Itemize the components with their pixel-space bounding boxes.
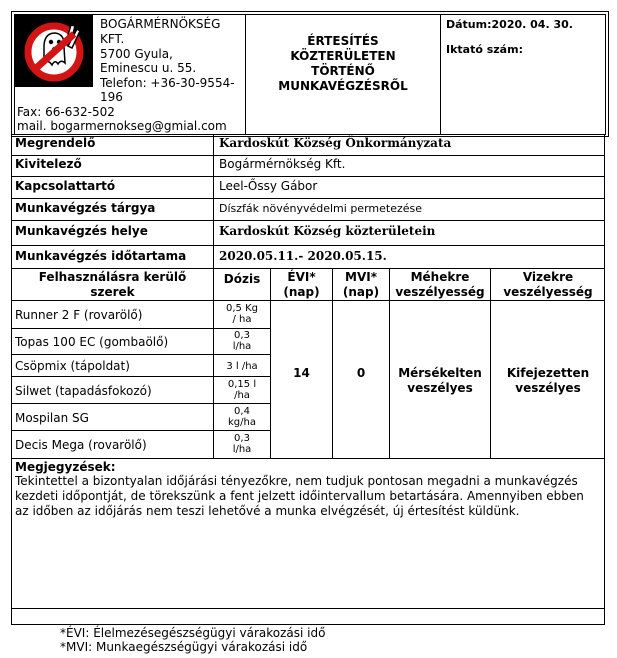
row-label-contact: Kapcsolattartó <box>15 179 116 193</box>
header-water-line2: veszélyesség <box>503 285 593 299</box>
title-line1: ÉRTESÍTÉS <box>307 34 379 48</box>
header-product-line2: szerek <box>90 285 135 299</box>
title-line4: MUNKAVÉGZÉSRŐL <box>278 79 408 93</box>
row-value-duration: 2020.05.11.- 2020.05.15. <box>219 249 387 263</box>
date-label: Dátum: <box>446 18 492 31</box>
header-bee-line1: Méhekre <box>410 270 470 284</box>
notes-line2: kezdeti időpontját, de törekszünk a fent jelzett időintervallum betartására. Amennyiben ebben <box>15 489 584 503</box>
product-dose-2 <box>214 330 270 352</box>
product-line-2 <box>11 354 270 355</box>
product-dose-6 <box>214 433 270 455</box>
company-name-line2: KFT. <box>100 32 125 46</box>
company-logo <box>15 15 93 87</box>
product-dose-2-line2: l/ha <box>232 341 252 352</box>
notes-line1: Tekintettel a bizontyalan időjárási tényezőkre, nem tudjuk pontosan megadni a munkavégzés <box>15 474 578 488</box>
product-dose-5-line2: kg/ha <box>228 417 256 428</box>
product-dose-4-line1: 0,15 l <box>227 379 257 390</box>
product-dose-5-line1: 0,4 <box>234 406 250 417</box>
notes-line3: az időben az időjárás nem teszi lehetővé a munka elvégzését, új értesítést küldünk. <box>15 504 520 518</box>
header-product-line1: Felhasználásra kerülő <box>38 270 187 284</box>
bee-hazard-line2: veszélyes <box>407 381 473 395</box>
row-label-contractor: Kivitelező <box>15 157 82 171</box>
table-header-line <box>11 300 605 301</box>
water-hazard-value <box>491 366 605 396</box>
row-value-location: Kardoskút Község közterületein <box>219 224 436 238</box>
registration-number-label: Iktató szám: <box>446 43 523 56</box>
water-hazard-line2: veszélyes <box>515 381 581 395</box>
evi-value: 14 <box>293 366 310 380</box>
product-dose-3-line1: 3 l /ha <box>226 361 258 372</box>
mvi-value: 0 <box>356 366 366 380</box>
row-label-duration: Munkavégzés időtartama <box>15 249 187 263</box>
header-mvi-line2: (nap) <box>342 285 380 299</box>
row-line-4 <box>11 220 605 221</box>
product-dose-6-line2: l/ha <box>232 444 252 455</box>
product-dose-4 <box>214 379 270 401</box>
header-evi-line1: ÉVI* <box>287 270 316 284</box>
company-fax: Fax: 66-632-502 <box>17 105 115 119</box>
header-bee-hazard <box>390 270 490 300</box>
product-dose-2-line1: 0,3 <box>234 330 250 341</box>
product-name-1: Runner 2 F (rovarölő) <box>15 308 143 322</box>
date-field <box>446 18 573 31</box>
product-line-4 <box>11 403 270 404</box>
header-mvi-line1: MVI* <box>345 270 377 284</box>
product-dose-1-line1: 0,5 Kg <box>226 303 258 314</box>
product-dose-1-line2: / ha <box>232 314 252 325</box>
header-evi-line2: (nap) <box>283 285 320 299</box>
header-water-hazard <box>491 270 605 300</box>
product-dose-5 <box>214 406 270 428</box>
header-evi <box>271 270 332 300</box>
company-phone-line1: Telefon: +36-30-9554- <box>100 76 235 90</box>
company-address-line2: Eminescu u. 55. <box>100 61 197 75</box>
row-label-subject: Munkavégzés tárgya <box>15 201 156 215</box>
row-label-client: Megrendelő <box>15 136 96 150</box>
row-value-contractor: Bogármérnökség Kft. <box>219 157 346 171</box>
bee-hazard-line1: Mérsékelten <box>398 366 482 380</box>
row-label-location: Munkavégzés helye <box>15 224 148 238</box>
row-line-5 <box>11 245 605 246</box>
header-bee-line2: veszélyesség <box>395 285 485 299</box>
notes-bottom-frame <box>11 608 605 625</box>
header-product <box>12 270 213 300</box>
product-name-4: Silwet (tapadásfokozó) <box>15 384 152 398</box>
footnote-mvi: *MVI: Munkaegészségügyi várakozási idő <box>60 640 308 654</box>
row-line-1 <box>11 155 605 156</box>
bee-hazard-value <box>390 366 490 396</box>
company-address-line1: 5700 Gyula, <box>100 47 173 61</box>
product-dose-4-line2: /ha <box>234 390 250 401</box>
product-line-3 <box>11 376 270 377</box>
row-line-2 <box>11 176 605 177</box>
product-line-1 <box>11 328 270 329</box>
row-value-subject: Díszfák növényvédelmi permetezése <box>219 202 423 215</box>
document-title <box>246 34 440 94</box>
date-value: 2020. 04. 30. <box>491 18 573 31</box>
product-name-6: Decis Mega (rovarölő) <box>15 438 147 452</box>
header-divider-right <box>440 14 441 135</box>
footnote-evi: *ÉVI: Élelmezésegészségügyi várakozási idő <box>60 626 326 640</box>
header-dose: Dózis <box>223 272 261 286</box>
header-water-line1: Vizekre <box>522 270 574 284</box>
product-dose-6-line1: 0,3 <box>234 433 250 444</box>
product-name-3: Csöpmix (tápoldat) <box>15 359 130 373</box>
header-mvi <box>333 270 389 300</box>
row-value-client: Kardoskút Község Önkormányzata <box>219 136 452 150</box>
water-hazard-line1: Kifejezetten <box>506 366 590 380</box>
company-email: mail. bogarmernokseg@gmial.com <box>17 119 227 133</box>
title-line3: TÖRTÉNŐ <box>311 64 375 78</box>
product-name-5: Mospilan SG <box>15 411 89 425</box>
notes-text <box>15 474 605 519</box>
product-dose-3 <box>214 361 270 372</box>
product-name-2: Topas 100 EC (gombaölő) <box>15 335 169 349</box>
row-line-3 <box>11 198 605 199</box>
title-line2: KÖZTERÜLETEN <box>290 49 396 63</box>
product-line-5 <box>11 430 270 431</box>
product-dose-1 <box>214 303 270 325</box>
company-phone-line2: 196 <box>100 90 123 104</box>
notes-title: Megjegyzések: <box>15 460 116 474</box>
row-value-contact: Leel-Őssy Gábor <box>219 179 318 193</box>
company-name-line1: BOGÁRMÉRNÖKSÉG <box>100 17 221 31</box>
